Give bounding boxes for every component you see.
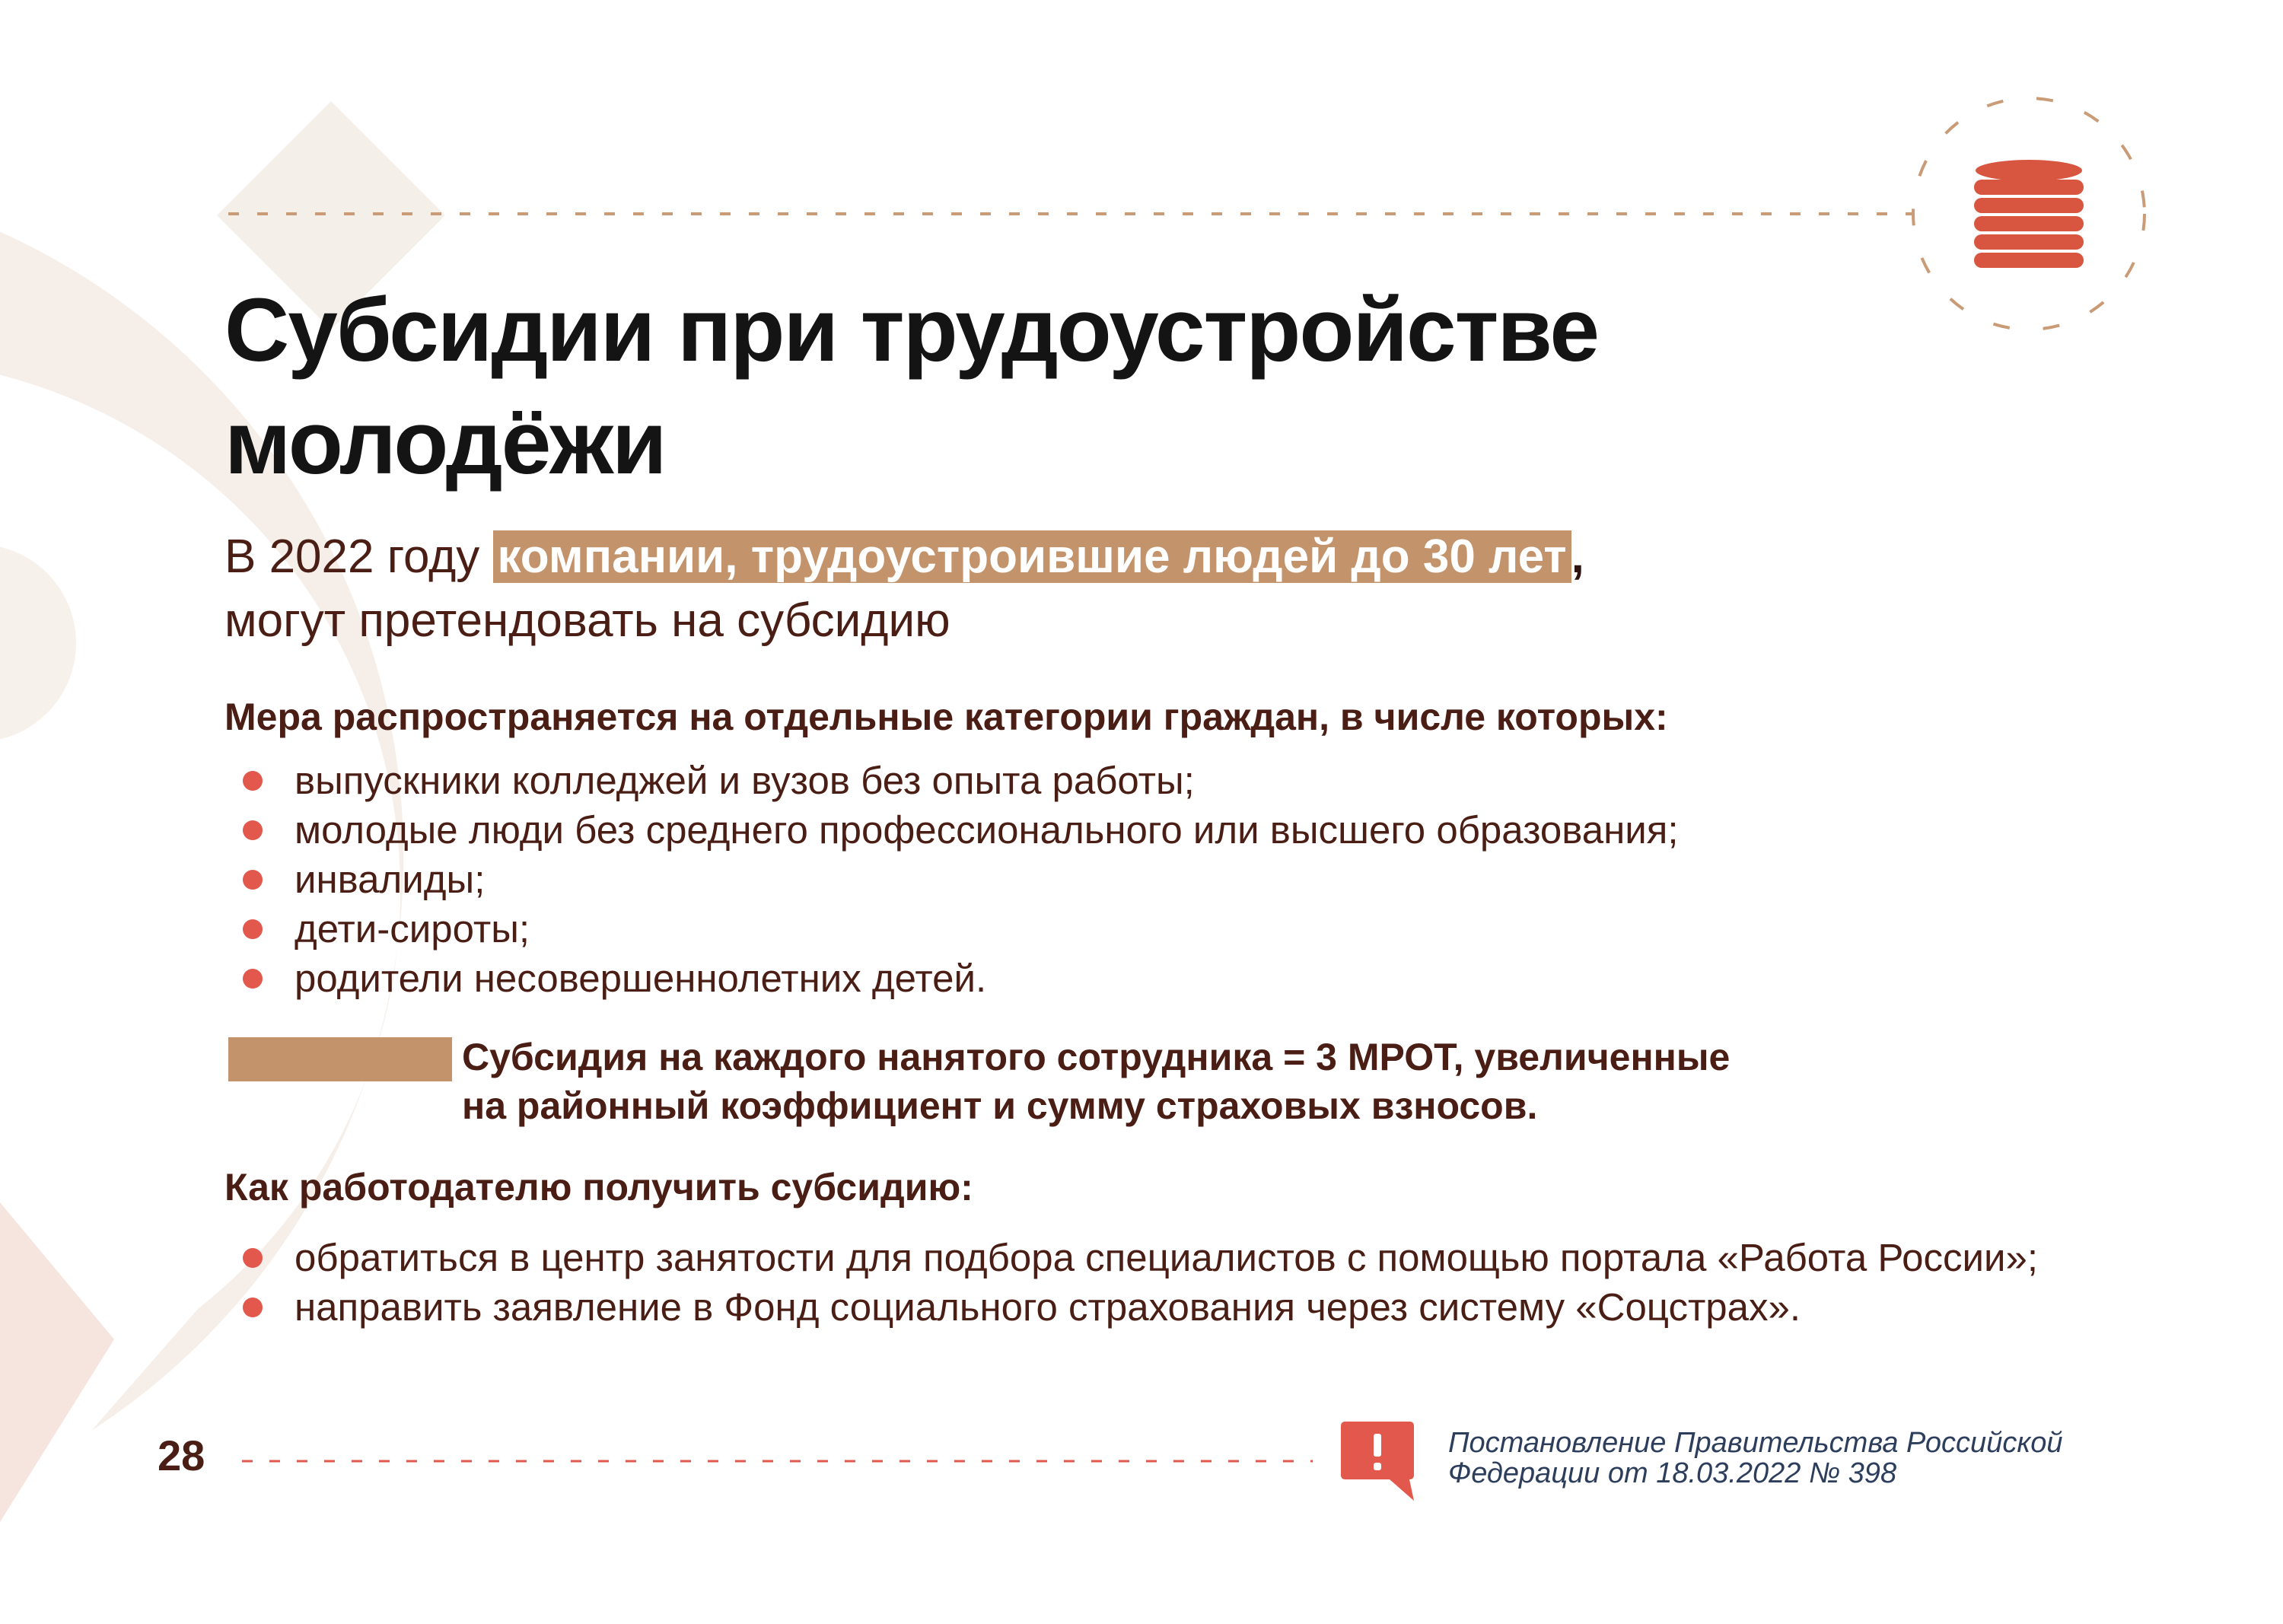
subsidy-callout [462, 1033, 1908, 1130]
list-item [228, 904, 2131, 954]
list-item [228, 756, 2131, 805]
list-item-text: выпускники колледжей и вузов без опыта работы; [295, 759, 1195, 802]
source-note [1448, 1428, 2209, 1489]
list-item-text: инвалиды; [295, 858, 486, 901]
list-item-text: родители несовершеннолетних детей. [295, 957, 987, 1000]
subsidy-line-2: на районный коэффициент и сумму страховых взносов. [462, 1084, 1538, 1127]
background-circle-shape [0, 544, 76, 742]
subsidy-line-1: Субсидия на каждого нанятого сотрудника = 3 МРОТ, увеличенные [462, 1036, 1731, 1078]
bullet-dot-icon [243, 969, 263, 989]
list-item-text: дети-сироты; [295, 907, 530, 951]
source-note-line-1: Постановление Правительства Российской [1448, 1427, 2063, 1459]
list-item-text: молодые люди без среднего профессионального или высшего образования; [295, 808, 1679, 852]
bullet-dot-icon [243, 870, 263, 890]
intro-comma: , [1571, 530, 1584, 583]
source-note-line-2: Федерации от 18.03.2022 № 398 [1448, 1457, 1897, 1489]
bullet-dot-icon [243, 1248, 263, 1268]
list-item [228, 1233, 2207, 1282]
bullet-dot-icon [243, 820, 263, 840]
subsidy-accent-bar [228, 1037, 452, 1081]
list-item [228, 954, 2131, 1003]
background-triangle-shape [0, 1202, 114, 1522]
title-line-2: молодёжи [224, 393, 666, 493]
intro-line-2: могут претендовать на субсидию [224, 594, 950, 647]
exclamation-speech-bubble-icon [1341, 1422, 1414, 1501]
page-title [224, 274, 1899, 499]
coin-stack-icon [1971, 157, 2087, 272]
bullet-dot-icon [243, 771, 263, 791]
how-to-heading: Как работодателю получить субсидию: [224, 1166, 973, 1208]
page-number: 28 [158, 1431, 205, 1479]
list-item [228, 1282, 2207, 1332]
intro-prefix: В 2022 году [224, 530, 493, 583]
intro-text [224, 525, 2051, 653]
intro-highlight: компании, трудоустроившие людей до 30 лет [493, 530, 1571, 583]
bullet-dot-icon [243, 1298, 263, 1317]
how-to-list [228, 1233, 2207, 1332]
list-item [228, 855, 2131, 904]
title-line-1: Субсидии при трудоустройстве [224, 280, 1599, 381]
bullet-dot-icon [243, 919, 263, 939]
list-item-text: обратиться в центр занятости для подбора специалистов с помощью портала «Работа России»; [295, 1236, 2039, 1279]
list-item [228, 805, 2131, 855]
categories-list [228, 756, 2131, 1003]
list-item-text: направить заявление в Фонд социального страхования через систему «Соцстрах». [295, 1285, 1801, 1329]
categories-heading: Мера распространяется на отдельные категории граждан, в числе которых: [224, 696, 1668, 738]
